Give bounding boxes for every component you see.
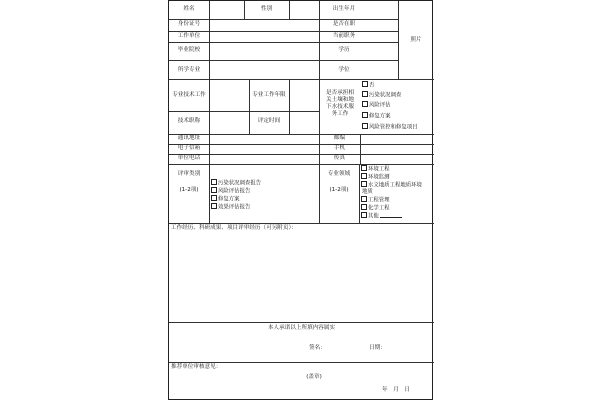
mobile-field[interactable] — [361, 145, 433, 153]
row-line — [169, 223, 434, 224]
review-option[interactable]: 风险评估报告 — [211, 187, 250, 195]
major-field[interactable] — [210, 61, 318, 78]
specialty-label: 专业领域 — [327, 171, 351, 177]
name-label: 姓名 — [183, 6, 195, 12]
accredit-time-label: 评定时间 — [257, 118, 281, 124]
id-number-field[interactable] — [210, 20, 318, 30]
field-option[interactable]: 环境工程 — [361, 165, 390, 173]
related-work-label: 是否承担相 关土壤和地 下水技术服 务工作 — [326, 90, 354, 117]
employer-label: 工作单位 — [177, 33, 201, 39]
photo-area[interactable] — [399, 2, 433, 78]
date-field[interactable] — [387, 343, 427, 353]
expert-registration-form — [168, 0, 433, 400]
service-option[interactable]: 否 — [362, 81, 374, 89]
tech-job-field[interactable] — [210, 80, 248, 110]
field-option[interactable]: 环境监测 — [361, 173, 390, 181]
major-label: 所学专业 — [177, 67, 201, 73]
checkbox-icon — [361, 165, 367, 171]
fax-label: 传真 — [333, 155, 346, 161]
accredit-time-field[interactable] — [290, 112, 318, 133]
service-option[interactable]: 污染状况调查 — [362, 91, 401, 99]
work-years-label: 专业工作年限 — [252, 92, 286, 98]
mobile-label: 手机 — [333, 145, 346, 151]
tech-job-label: 专业技术工作 — [172, 92, 206, 98]
service-option[interactable]: 风险评估 — [362, 101, 391, 109]
checkbox-icon — [362, 112, 368, 118]
degree-label: 学位 — [338, 67, 350, 73]
col-line — [359, 164, 360, 223]
checkbox-icon — [362, 123, 368, 129]
experience-label: 工作经历、科研成果、项目评审经历（可另附页）： — [171, 225, 297, 231]
year-month-day: 年 月 日 — [382, 387, 410, 393]
photo-label: 照片 — [410, 37, 422, 43]
checkbox-icon — [361, 204, 367, 210]
position-field[interactable] — [369, 32, 397, 41]
field-option[interactable]: 水文地质工程地质环境 — [361, 181, 422, 189]
degree-field[interactable] — [369, 61, 397, 78]
work-years-field[interactable] — [290, 80, 318, 110]
col-line — [249, 79, 250, 134]
gender-field[interactable] — [290, 2, 318, 18]
checkbox-icon — [211, 195, 217, 201]
name-field[interactable] — [210, 2, 243, 18]
fax-field[interactable] — [361, 155, 433, 163]
checkbox-icon — [362, 101, 368, 107]
signature-field[interactable] — [329, 343, 364, 353]
date-label: 日期： — [369, 345, 386, 351]
review-option[interactable]: 污染状况调查报告 — [211, 179, 261, 187]
signature-label: 签名： — [309, 345, 326, 351]
education-label: 学历 — [338, 47, 350, 53]
graduated-from-label: 毕业院校 — [177, 47, 201, 53]
review-option[interactable]: 修复方案 — [211, 195, 240, 203]
postcode-field[interactable] — [361, 135, 433, 143]
postcode-label: 邮编 — [333, 135, 346, 141]
graduated-from-field[interactable] — [210, 43, 318, 59]
seal-label: (盖章) — [306, 374, 322, 380]
phone-field[interactable] — [210, 155, 318, 163]
commitment-text: 本人承诺以上所填内容属实 — [267, 325, 336, 331]
service-option[interactable]: 风险管控和修复项目 — [362, 123, 418, 131]
birth-label: 出生年月 — [332, 6, 356, 12]
checkbox-icon — [211, 203, 217, 209]
phone-label: 单位电话 — [177, 155, 201, 161]
specialty-hint: (1-2项) — [329, 187, 349, 193]
field-option-cont: 地质 — [362, 189, 373, 195]
checkbox-icon — [211, 179, 217, 185]
checkbox-icon — [361, 196, 367, 202]
address-label: 通讯地址 — [177, 135, 201, 141]
on-job-field[interactable] — [369, 20, 397, 30]
field-option[interactable]: 工程管理 — [361, 196, 390, 204]
id-number-label: 身份证号 — [177, 21, 201, 27]
on-job-label: 是否在职 — [332, 21, 356, 27]
row-line — [169, 322, 434, 323]
experience-field[interactable] — [170, 233, 433, 321]
tech-title-label: 技术职称 — [177, 118, 201, 124]
checkbox-icon — [362, 91, 368, 97]
checkbox-icon — [361, 173, 367, 179]
checkbox-icon — [361, 212, 367, 218]
checkbox-icon — [362, 81, 368, 87]
birth-field[interactable] — [369, 2, 397, 18]
email-label: 电子信箱 — [177, 145, 201, 151]
checkbox-icon — [361, 181, 367, 187]
position-label: 当前职务 — [332, 33, 356, 39]
review-option[interactable]: 效果评估报告 — [211, 203, 250, 211]
tech-title-field[interactable] — [210, 112, 248, 133]
field-option-other[interactable]: 其他 — [361, 212, 402, 220]
checkbox-icon — [211, 187, 217, 193]
review-type-hint: (1-2项) — [179, 187, 199, 193]
employer-field[interactable] — [210, 32, 318, 41]
recommend-label: 推荐单位审核意见： — [171, 364, 222, 370]
gender-label: 性别 — [260, 6, 273, 12]
address-field[interactable] — [210, 135, 318, 143]
education-field[interactable] — [369, 43, 397, 59]
review-type-label: 评审类别 — [177, 171, 201, 177]
email-field[interactable] — [210, 145, 318, 153]
service-option[interactable]: 修复方案 — [362, 112, 391, 120]
field-option[interactable]: 化学工程 — [361, 204, 390, 212]
other-underline — [380, 217, 402, 218]
row-line — [169, 362, 434, 363]
